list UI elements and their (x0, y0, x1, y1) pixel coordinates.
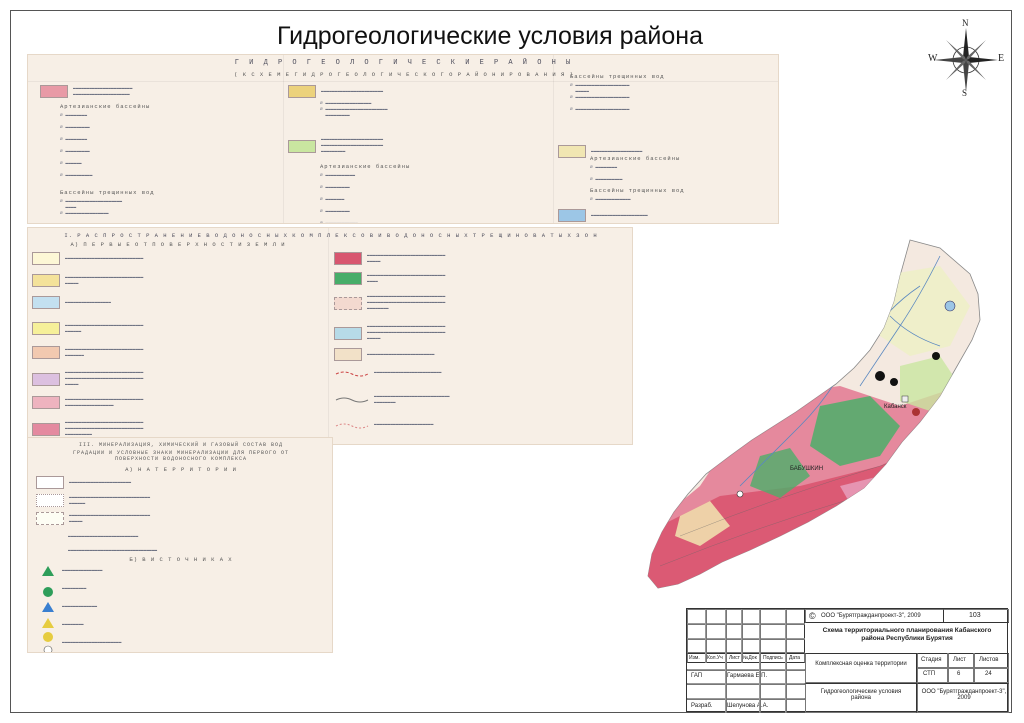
legend-line-symbols (334, 368, 633, 445)
legend-regions-subheading: ( К С Х Е М Е Г И Д Р О Г Е О Л О Г И Ч Е С К О Г О Р А Й О Н И Р О В А Н И Я ) (234, 71, 574, 78)
map-label-babushkin: БАБУШКИН (790, 466, 824, 472)
map-point-4 (912, 408, 920, 416)
legend-col3-head2: Артезианские бассейны (590, 155, 681, 162)
hdr-data: Дата (789, 655, 801, 661)
title-block (686, 608, 1008, 712)
name-razrab: Шелунова А.А. (727, 703, 769, 709)
swatch-pink (40, 85, 68, 98)
hdr-kol: Кол.Уч (707, 655, 723, 661)
section-name: Комплексная оценка территории (815, 661, 907, 667)
drawing-number: 103 (969, 612, 981, 619)
page-title: Гидрогеологические условия района (277, 22, 703, 50)
map-point-1 (875, 371, 885, 381)
map-point-5 (945, 301, 955, 311)
compass-n-label: N (962, 18, 969, 28)
lists-value: 24 (985, 671, 992, 677)
legend-region-5: ▬▬▬▬▬▬▬▬▬▬▬▬▬▬▬▬▬▬▬▬▬ (558, 209, 761, 222)
hdr-izm: Изм. (689, 655, 700, 661)
legend-col3-head3: Бассейны трещинных вод (590, 187, 685, 194)
legend-col1-head2: Бассейны трещинных вод (60, 189, 155, 196)
legend-mineral-sec-a: А) Н А Т Е Р Р И Т О Р И И (125, 466, 237, 473)
legend-region-4: ▬▬▬▬▬▬▬▬▬▬▬▬▬▬▬▬▬▬▬ (558, 145, 761, 158)
list-label: Лист (953, 657, 967, 663)
legend-mineral-sec-b: Б) В И С Т О Ч Н И К А Х (129, 556, 233, 563)
swatch-yellow (288, 85, 316, 98)
stamp-org: ООО "Бурятгражданпроект-3", 2009 (821, 613, 921, 619)
lists-label: Листов (979, 657, 999, 663)
legend-col2-head: Артезианские бассейны (320, 163, 411, 170)
role-gap: ГАП (691, 673, 703, 679)
district-map (640, 236, 1020, 596)
role-razrab: Разраб. (691, 703, 713, 709)
legend-region-2: ▬▬▬▬▬▬▬▬▬▬▬▬▬▬▬▬▬▬▬▬▬▬▬ (288, 85, 521, 98)
legend-col3-head1: Бассейны трещинных вод (570, 73, 665, 80)
legend-complexes-subheading: А) П Е Р В Ы Е О Т П О В Е Р Х Н О С Т И З Е М Л И (70, 241, 286, 248)
legend-col1-head1: Артезианские бассейны (60, 103, 151, 110)
project-title: Схема территориального планирования Кабанского района Республики Бурятия (822, 627, 992, 642)
stage-label: Стадия (921, 657, 942, 663)
hdr-list: Лист (729, 655, 740, 661)
compass-rose (928, 18, 1005, 98)
legend-regions-heading: Г И Д Р О Г Е О Л О Г И Ч Е С К И Е Р А Й О Н Ы (234, 59, 574, 67)
hdr-ndok: №Док (743, 655, 757, 661)
kabansk-marker (902, 396, 908, 402)
swatch-lightgreen (288, 140, 316, 153)
legend-region-3: ▬▬▬▬▬▬▬▬▬▬▬▬▬▬▬▬▬▬▬▬▬▬▬ ▬▬▬▬▬▬▬▬▬▬▬▬▬▬▬▬▬▬▬▬▬▬▬ ▬▬▬▬▬▬▬▬▬ (288, 137, 521, 155)
stage-value: СТП (923, 671, 936, 677)
legend-mineral-heading: III. МИНЕРАЛИЗАЦИЯ, ХИМИЧЕСКИЙ И ГАЗОВЫЙ СОСТАВ ВОД (78, 442, 284, 448)
legend-mineral-subheading: ГРАДАЦИИ И УСЛОВНЫЕ ЗНАКИ МИНЕРАЛИЗАЦИИ ДЛЯ ПЕРВОГО ОТ ПОВЕРХНОСТИ ВОДОНОСНОГО КОМПЛЕКСА (72, 450, 290, 462)
legend-col1-list1: ∅ ▬▬▬▬▬▬▬▬ ∅ ▬▬▬▬▬▬▬▬▬ ∅ ▬▬▬▬▬▬▬▬ ∅ ▬▬▬▬▬▬▬▬▬ ∅ ▬▬▬▬▬▬ ∅ ▬▬▬▬▬▬▬▬▬▬ (60, 113, 93, 178)
legend-region-1: ▬▬▬▬▬▬▬▬▬▬▬▬▬▬▬▬▬▬▬▬▬▬ ▬▬▬▬▬▬▬▬▬▬▬▬▬▬▬▬▬▬▬▬▬ (40, 85, 263, 98)
legend-complexes-sheet: I. Р А С П Р О С Т Р А Н Е Н И Е В О Д О Н О С Н Ы Х К О М П Л Е К С О В И В О Д О Н О С Н Ы Х Т Р Е Щ И Н О В А Т Ы Х З О Н А) П Е Р В Ы Е О Т П О В Е Р Х Н О С Т И З Е М Л И ▬▬▬▬▬▬▬▬▬▬▬▬▬▬▬▬▬▬▬▬▬▬▬▬▬▬▬▬▬ ▬▬▬▬▬▬▬▬▬▬▬▬▬▬▬▬▬▬▬▬▬▬▬▬▬▬▬▬▬ ▬▬▬▬▬ ▬▬▬▬▬▬▬▬▬▬▬▬▬▬▬▬▬ ▬▬▬▬▬▬▬▬▬▬▬▬▬▬▬▬▬▬▬▬▬▬▬▬▬▬▬▬▬ ▬▬▬▬▬▬ ▬▬▬▬▬▬▬▬▬▬▬▬▬▬▬▬▬▬▬▬▬▬▬▬▬▬▬▬▬ ▬▬▬▬▬▬▬ ▬▬▬▬▬▬▬▬▬▬▬▬▬▬▬▬▬▬▬▬▬▬▬▬▬▬▬▬▬ ▬▬▬▬▬▬▬▬▬▬▬▬▬▬▬▬▬▬▬▬▬▬▬▬▬▬▬▬▬ ▬▬▬▬▬ ▬▬▬▬▬▬▬▬▬▬▬▬▬▬▬▬▬▬▬▬▬▬▬▬▬▬▬▬▬ ▬▬▬▬▬▬▬▬▬▬▬▬▬▬▬▬▬▬ ▬▬▬▬▬▬▬▬▬▬▬▬▬▬▬▬▬▬▬▬▬▬▬▬▬▬▬▬▬ ▬▬▬▬▬▬▬▬▬▬▬▬▬▬▬▬▬▬▬▬▬▬▬▬▬▬▬▬▬ ▬▬▬▬▬▬▬▬▬▬ ▬▬▬▬▬▬▬▬▬▬▬▬▬▬▬▬▬▬▬▬▬▬▬▬▬▬▬▬▬ ▬▬▬▬▬ ▬▬▬▬▬▬▬▬▬▬▬▬▬▬▬▬▬▬▬▬▬▬▬▬▬▬▬▬▬ ▬▬▬▬ ▬▬▬▬▬▬▬▬▬▬▬▬▬▬▬▬▬▬▬▬▬▬▬▬▬▬▬▬▬ ▬▬▬▬▬▬▬▬▬▬▬▬▬▬▬▬▬▬▬▬▬▬▬▬▬▬▬▬▬ ▬▬▬▬▬▬▬▬ ▬▬▬▬▬▬▬▬▬▬▬▬▬▬▬▬▬▬▬▬▬▬▬▬▬▬▬▬▬ ▬▬▬▬▬▬▬▬▬▬▬▬▬▬▬▬▬▬▬▬▬▬▬▬▬▬▬▬▬ ▬▬▬▬▬ ▬▬▬▬▬▬▬▬▬▬▬▬▬▬▬▬▬▬▬▬▬▬▬▬▬ ▬▬▬▬▬▬▬▬▬▬▬▬▬▬▬▬▬▬▬▬▬▬▬▬▬ ▬▬▬▬▬▬▬▬▬▬▬▬▬▬▬▬▬▬▬▬▬▬▬▬▬▬▬▬ ▬▬▬▬▬▬▬▬ ▬▬▬▬▬▬▬▬▬▬▬▬▬▬▬▬▬▬▬▬▬▬ (27, 227, 633, 445)
swatch-beige (558, 145, 586, 158)
compass-e-label: E (998, 53, 1005, 64)
list-value: 6 (957, 671, 961, 677)
hdr-podp: Подпись (763, 655, 783, 661)
stamp-org2: ООО "Бурятгражданпроект-3", 2009 (921, 689, 1007, 701)
map-label-kabansk: Кабанск (884, 404, 907, 410)
map-point-2 (890, 378, 898, 386)
legend-complexes-heading: I. Р А С П Р О С Т Р А Н Е Н И Е В О Д О Н О С Н Ы Х К О М П Л Е К С О В И В О Д О Н О С Н Ы Х Т Р Е Щ И Н О В А Т Ы Х З О Н (64, 232, 598, 239)
legend-col1-list2: ∅ ▬▬▬▬▬▬▬▬▬▬▬▬▬▬▬▬▬▬▬▬▬ ▬▬▬▬ ∅ ▬▬▬▬▬▬▬▬▬▬▬▬▬▬▬▬ (60, 199, 123, 216)
map-point-3 (932, 352, 940, 360)
compass-star-icon (928, 22, 1004, 98)
legend-spring-symbols (38, 564, 58, 653)
compass-s-label: S (962, 88, 968, 98)
legend-regions-sheet: Г И Д Р О Г Е О Л О Г И Ч Е С К И Е Р А Й О Н Ы ( К С Х Е М Е Г И Д Р О Г Е О Л О Г И Ч Е С К О Г О Р А Й О Н И Р О В А Н И Я ) ▬▬▬▬▬▬▬▬▬▬▬▬▬▬▬▬▬▬▬▬▬▬ ▬▬▬▬▬▬▬▬▬▬▬▬▬▬▬▬▬▬▬▬▬ Артезианские бассейны ∅ ▬▬▬▬▬▬▬▬ ∅ ▬▬▬▬▬▬▬▬▬ ∅ ▬▬▬▬▬▬▬▬ ∅ ▬▬▬▬▬▬▬▬▬ ∅ ▬▬▬▬▬▬ ∅ ▬▬▬▬▬▬▬▬▬▬ Бассейны трещинных вод ∅ ▬▬▬▬▬▬▬▬▬▬▬▬▬▬▬▬▬▬▬▬▬ ▬▬▬▬ ∅ ▬▬▬▬▬▬▬▬▬▬▬▬▬▬▬▬ ▬▬▬▬▬▬▬▬▬▬▬▬▬▬▬▬▬▬▬▬▬▬▬ ∅ ▬▬▬▬▬▬▬▬▬▬▬▬▬▬▬▬▬ ∅ ▬▬▬▬▬▬▬▬▬▬▬▬▬▬▬▬▬▬▬▬▬▬▬ ▬▬▬▬▬▬▬▬▬ ▬▬▬▬▬▬▬▬▬▬▬▬▬▬▬▬▬▬▬▬▬▬▬ ▬▬▬▬▬▬▬▬▬▬▬▬▬▬▬▬▬▬▬▬▬▬▬ ▬▬▬▬▬▬▬▬▬ Артезианские бассейны ∅ ▬▬▬▬▬▬▬▬▬▬▬ ∅ ▬▬▬▬▬▬▬▬▬ ∅ ▬▬▬▬▬▬▬ ∅ ▬▬▬▬▬▬▬▬▬ ∅ ▬▬▬▬▬▬▬▬▬▬▬▬ Бассейны трещинных вод ∅ ▬▬▬▬▬▬▬▬▬▬▬▬▬▬▬▬▬▬▬▬ ▬▬▬▬▬ ∅ ▬▬▬▬▬▬▬▬▬▬▬▬▬▬▬▬▬▬▬▬ ∅ ▬▬▬▬▬▬▬▬▬▬▬▬▬▬▬▬▬▬▬▬ ▬▬▬▬▬▬▬▬▬▬▬▬▬▬▬▬▬▬▬ Артезианские бассейны ∅ ▬▬▬▬▬▬▬▬ ∅ ▬▬▬▬▬▬▬▬▬▬ Бассейны трещинных вод ∅ ▬▬▬▬▬▬▬▬▬▬▬▬▬ ▬▬▬▬▬▬▬▬▬▬▬▬▬▬▬▬▬▬▬▬▬ (27, 54, 779, 224)
copyright-mark: © (809, 611, 816, 621)
swatch-blue (558, 209, 586, 222)
name-gap: Гармаева Е.П. (727, 673, 768, 679)
compass-w-label: W (928, 53, 938, 64)
map-point-6 (737, 491, 743, 497)
legend-mineral-sheet: III. МИНЕРАЛИЗАЦИЯ, ХИМИЧЕСКИЙ И ГАЗОВЫЙ СОСТАВ ВОД ГРАДАЦИИ И УСЛОВНЫЕ ЗНАКИ МИНЕРАЛИЗАЦИИ ДЛЯ ПЕРВОГО ОТ ПОВЕРХНОСТИ ВОДОНОСНОГО КОМПЛЕКСА А) Н А Т Е Р Р И Т О Р И И ▬▬▬▬▬▬▬▬▬▬▬▬▬▬▬▬▬▬▬▬▬▬▬ ▬▬▬▬▬▬▬▬▬▬▬▬▬▬▬▬▬▬▬▬▬▬▬▬▬▬▬▬▬▬ ▬▬▬▬▬▬ ▬▬▬▬▬▬▬▬▬▬▬▬▬▬▬▬▬▬▬▬▬▬▬▬▬▬▬▬▬▬ ▬▬▬▬▬ ▬▬▬▬▬▬▬▬▬▬▬▬▬▬▬▬▬▬▬▬▬▬▬▬▬▬ ▬▬▬▬▬▬▬▬▬▬▬▬▬▬▬▬▬▬▬▬▬▬▬▬▬▬▬▬▬▬▬▬▬ Б) В И С Т О Ч Н И К А Х ▬▬▬▬▬▬▬▬▬▬▬▬▬▬▬ ▬▬▬▬▬▬▬▬▬ ▬▬▬▬▬▬▬▬▬▬▬▬▬ ▬▬▬▬▬▬▬▬ ▬▬▬▬▬▬▬▬▬▬▬▬▬▬▬▬▬▬▬▬▬▬ (27, 437, 333, 653)
sheet-name: Гидрогеологические условия района (820, 689, 902, 701)
legend-col2-list: ∅ ▬▬▬▬▬▬▬▬▬▬▬ ∅ ▬▬▬▬▬▬▬▬▬ ∅ ▬▬▬▬▬▬▬ ∅ ▬▬▬▬▬▬▬▬▬ ∅ ▬▬▬▬▬▬▬▬▬▬▬▬ (320, 173, 358, 224)
